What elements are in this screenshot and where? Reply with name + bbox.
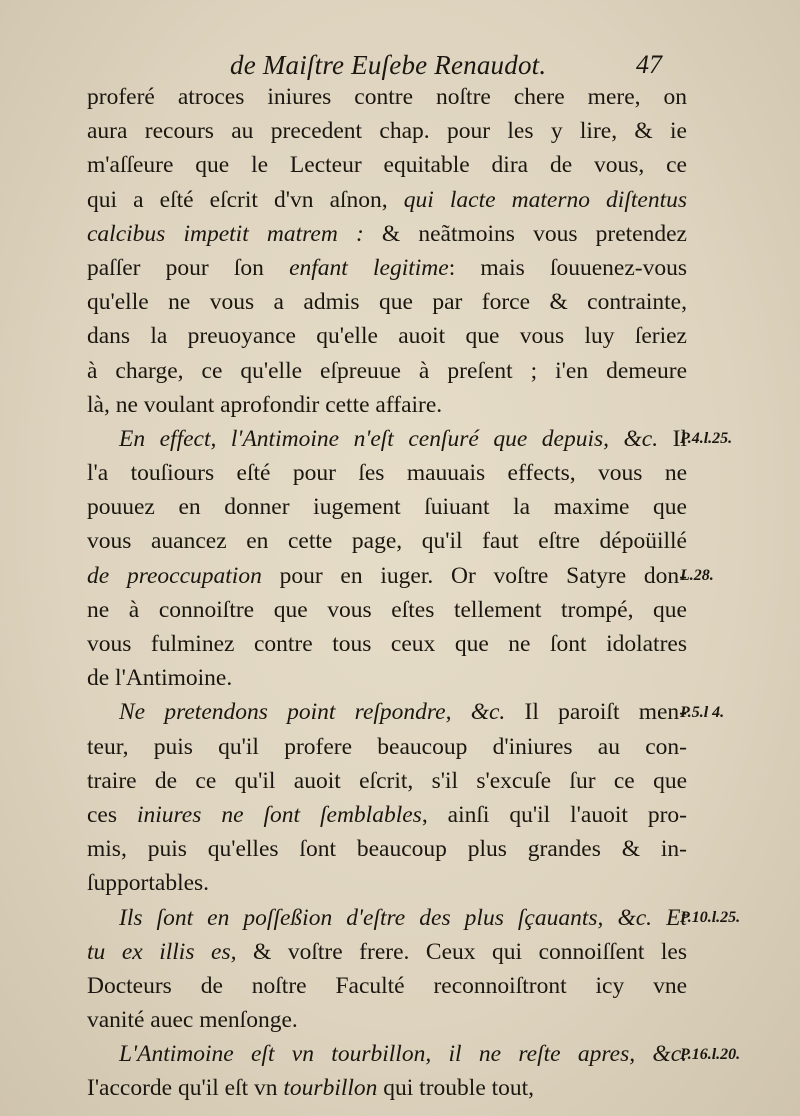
- margin-reference: L.28.: [680, 566, 714, 584]
- italic-segment: enfant legitime: [289, 254, 449, 281]
- text-segment: traire de ce qu'il auoit eſcrit, s'il s'excuſe ſur ce que: [87, 767, 687, 794]
- italic-segment: calcibus impetit matrem :: [87, 220, 364, 247]
- margin-reference: P.5.l 4.: [680, 703, 725, 721]
- text-segment: paſſer pour ſon: [87, 254, 290, 281]
- text-segment: qu'elle ne vous a admis que par force & contrainte,: [87, 289, 687, 316]
- text-segment: & neãtmoins vous pretendez: [363, 220, 687, 247]
- text-line: [87, 593, 687, 627]
- text-line: [87, 627, 687, 661]
- text-line: [87, 80, 687, 114]
- text-line: [87, 388, 687, 422]
- text-segment: ſupportables.: [87, 870, 210, 897]
- italic-segment: L'Antimoine eſt vn tourbillon, il ne reſte apres, &c.: [119, 1041, 687, 1068]
- text-line: [87, 798, 687, 832]
- text-line: [87, 114, 687, 148]
- text-line: [87, 354, 687, 388]
- text-line: [87, 524, 687, 558]
- text-segment: teur, puis qu'il profere beaucoup d'iniures au con-: [87, 733, 687, 760]
- text-segment: pour en iuger. Or voſtre Satyre don-: [261, 562, 688, 589]
- text-line: [87, 695, 687, 729]
- text-segment: I'accorde qu'il eſt vn: [87, 1075, 284, 1102]
- italic-segment: iniures ne ſont ſemblables: [136, 801, 422, 828]
- text-segment: ne à connoiſtre que vous eſtes tellement trompé, que: [87, 596, 687, 623]
- text-line: [87, 866, 687, 900]
- italic-segment: de preoccupation: [87, 562, 262, 589]
- page-number: 47: [636, 50, 662, 79]
- text-segment: m'aſſeure que le Lecteur equitable dira de vous, ce: [87, 152, 687, 179]
- text-line: [87, 901, 687, 935]
- italic-segment: qui lacte materno diſtentus: [403, 186, 687, 213]
- text-segment: : mais ſouuenez-vous: [448, 254, 687, 281]
- text-line: [87, 832, 687, 866]
- italic-segment: Ils ſont en poſſeßion d'eſtre des plus ſçauants, &c. Et: [119, 904, 687, 931]
- text-segment: ces: [87, 801, 137, 828]
- text-line: [87, 730, 687, 764]
- text-segment: pouuez en donner iugement ſuiuant la maxime que: [87, 494, 687, 521]
- text-line: [87, 661, 687, 695]
- margin-reference: P.4.l.25.: [680, 430, 733, 447]
- text-line: [87, 764, 687, 798]
- italic-segment: En effect, l'Antimoine n'eſt cenſuré que depuis, &c.: [119, 425, 659, 452]
- text-line: [87, 148, 687, 182]
- text-segment: l'a touſiours eſté pour ſes mauuais effects, vous ne: [87, 460, 687, 487]
- text-line: [87, 490, 687, 524]
- running-title: de Maiſtre Euſebe Renaudot.: [230, 50, 547, 80]
- text-segment: Il: [658, 425, 687, 452]
- text-segment: qui trouble tout,: [377, 1075, 535, 1102]
- text-segment: aura recours au precedent chap. pour les y lire, & ie: [87, 118, 687, 145]
- text-segment: là, ne voulant aprofondir cette affaire.: [87, 391, 443, 418]
- text-segment: proferé atroces iniures contre noſtre chere mere, on: [87, 84, 687, 110]
- text-segment: , ainſi qu'il l'auoit pro-: [421, 801, 687, 828]
- italic-segment: Ne pretendons point reſpondre, &c.: [119, 699, 506, 726]
- text-segment: de l'Antimoine.: [87, 665, 233, 692]
- text-line: [87, 285, 687, 319]
- text-segment: Il paroiſt men-: [505, 699, 687, 726]
- text-line: [87, 1071, 687, 1105]
- margin-reference: P.10.l.25.: [680, 908, 741, 926]
- text-segment: mis, puis qu'elles ſont beaucoup plus grandes & in-: [87, 836, 687, 863]
- italic-segment: tourbillon: [283, 1075, 378, 1102]
- margin-reference: P.16.l.20.: [680, 1045, 741, 1063]
- text-line: [87, 251, 687, 285]
- text-line: [87, 559, 687, 593]
- text-segment: qui a eſté eſcrit d'vn aſnon,: [87, 186, 404, 213]
- text-segment: & voſtre frere. Ceux qui connoiſſent les: [236, 938, 687, 965]
- text-segment: vanité auec menſonge.: [87, 1007, 298, 1034]
- text-segment: à charge, ce qu'elle eſpreuue à preſent ; i'en demeure: [87, 357, 687, 384]
- text-line: [87, 183, 687, 217]
- text-line: [87, 1037, 687, 1071]
- text-line: [87, 1003, 687, 1037]
- text-segment: Docteurs de noſtre Faculté reconnoiſtront icy vne: [87, 972, 687, 999]
- text-segment: dans la preuoyance qu'elle auoit que vous luy ſeriez: [87, 323, 687, 350]
- italic-segment: tu ex illis es,: [87, 938, 237, 965]
- text-line: [87, 319, 687, 353]
- text-segment: vous auancez en cette page, qu'il faut eſtre dépoüillé: [87, 528, 687, 555]
- text-line: [87, 969, 687, 1003]
- text-line: [87, 422, 687, 456]
- text-line: [87, 935, 687, 969]
- body-text: [87, 80, 687, 1106]
- text-line: [87, 217, 687, 251]
- text-segment: vous fulminez contre tous ceux que ne ſont idolatres: [87, 631, 687, 657]
- text-line: [87, 456, 687, 490]
